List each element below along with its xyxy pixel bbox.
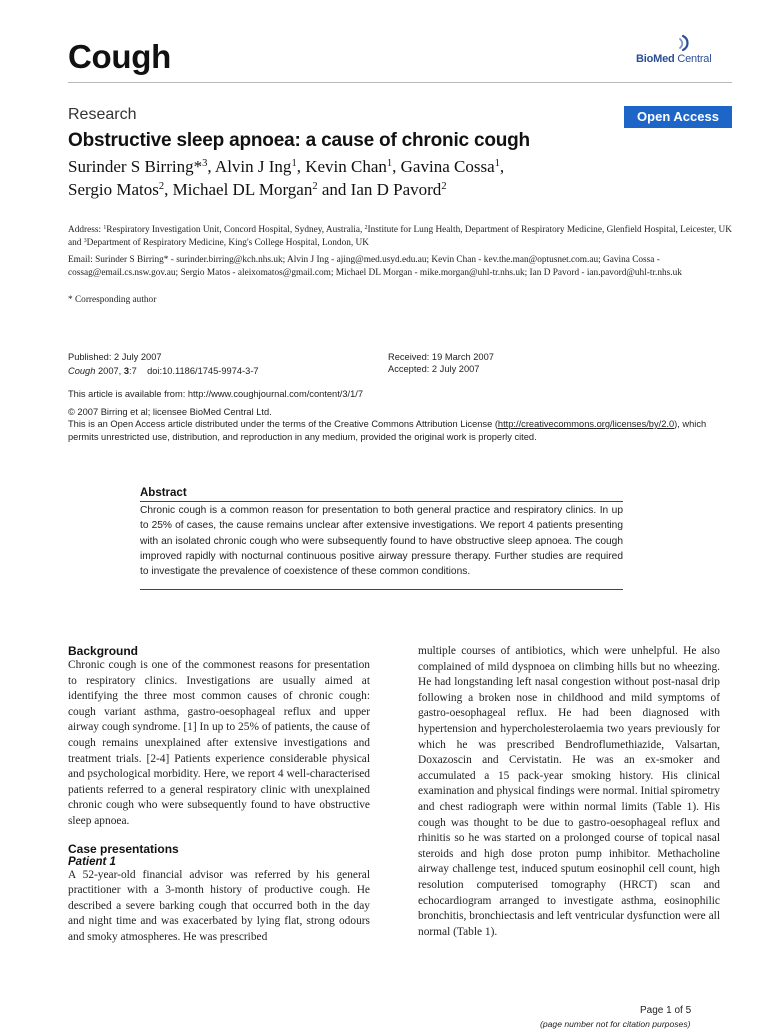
patient-1-paragraph-continued: multiple courses of antibiotics, which were unhelpful. He also complained of mild dyspnoea on climbing hills but no wheezing. He had longstanding left nasal congestion without post-nasal drip following a broken nose in childhood and mild symptoms of gastro-oesophageal reflux. He had been diagnosed with hypertension and hypercholesterolaemia two years previously for which he was prescribed Bendroflumethiazide, Valsartan, Doxazoscin and Cervistatin. He was an ex-smoker and accumulated a 15 pack-year smoking history. His clinical examination and physical findings were normal. Initial spirometry and chest radiograph were within normal limits (Table 1). His cough was thought to be due to gastro-oesophageal reflux and rhinitis so he was started on a prolonged course of topical nasal steroids and high dose proton pump inhibitor. Methacholine airway challenge test, induced sputum eosinophil cell count, high resolution computerised tomography (HRCT) scan and echocardiogram arranged to investigate asthma, eosinophilic bronchitis, bronchiectasis and left ventricular dysfunction were all normal (Table 1). (418, 645, 720, 938)
page-number: Page 1 of 5 (640, 1005, 692, 1016)
patient-1-heading: Patient 1 (68, 855, 116, 868)
open-access-badge: Open Access (624, 106, 732, 128)
abstract-heading: Abstract (140, 487, 187, 499)
background-heading: Background (68, 644, 139, 658)
case-presentations-heading: Case presentations (68, 841, 179, 856)
copyright-line: © 2007 Birring et al; licensee BioMed Central Ltd. (68, 407, 272, 417)
received-date: Received: 19 March 2007 (388, 352, 494, 362)
abstract-top-rule (140, 501, 623, 502)
article-title: Obstructive sleep apnoea: a cause of chronic cough (68, 130, 530, 151)
page-number-note: (page number not for citation purposes) (540, 1019, 691, 1029)
license-statement: This is an Open Access article distributed under the terms of the Creative Commons Attribution License (http://creativecommons.org/licenses/by/2.0), which permits unrestricted use, distribution, and reproduction in any medium, provided the original work is properly cited. (68, 419, 707, 442)
journal-title: Cough (68, 38, 171, 75)
patient-1-paragraph-start: A 52-year-old financial advisor was referred by his general practitioner with a 3-month history of productive cough. He described a severe barking cough that occurred both in the day and night time and was exacerbated by lying flat, strong odours and smoky atmospheres. He was prescribed (68, 868, 370, 943)
biomed-central-wordmark: BioMed Central (636, 53, 712, 65)
abstract-bottom-rule (140, 589, 623, 590)
author-emails: Email: Surinder S Birring* - surinder.birring@kch.nhs.uk; Alvin J Ing - ajing@med.usyd.edu.au; Kevin Chan - kev.the.man@optusnet.com.au; Gavina Cossa - cossag@email.cs.nsw.gov.au; Sergio Matos - aleixomatos@gmail.com; Michael DL Morgan - mike.morgan@uhl-tr.nhs.uk; Ian D Pavord - ian.pavord@uhl-tr.nhs.uk (68, 255, 682, 278)
body-column-left (68, 644, 370, 946)
header-rule (68, 82, 732, 83)
corresponding-author-note: * Corresponding author (68, 295, 157, 305)
author-addresses: Address: $^1$Respiratory Investigation Unit, Concord Hospital, Sydney, Australia, $^2$Institute for Lung Health, Department of Respiratory Medicine, Glenfield Hospital, Leicester, UK and $^3$Department of Respiratory Medicine, King's College Hospital, London, UK (68, 224, 732, 248)
author-list: Surinder S Birring*$^3$, Alvin J Ing$^1$, Kevin Chan$^1$, Gavina Cossa$^1$, Sergio Matos$^2$, Michael DL Morgan$^2$ and Ian D Pavord$^2$ (68, 157, 505, 199)
citation-line: Cough 2007, 3:7 doi:10.1186/1745-9974-3-7 (68, 366, 259, 376)
body-column-right (418, 644, 720, 940)
abstract-text: Chronic cough is a common reason for presentation to both general practice and respiratory clinics. In up to 25% of cases, the cause remains unclear after extensive investigations. We report 4 patients presenting with an isolated chronic cough who were subsequently found to have obstructive sleep apnoea. The cough improved rapidly with nocturnal continuous positive airway pressure therapy. Further studies are required to investigate the prevalence of coexistence of these common conditions. (140, 505, 623, 578)
abstract-box (140, 487, 623, 590)
accepted-date: Accepted: 2 July 2007 (388, 364, 480, 374)
background-paragraph: Chronic cough is one of the commonest reasons for presentation to respiratory clinics. Investigations are usually aimed at identifying the three most common causes of chronic cough: cough variant asthma, gastro-oesophageal reflux and upper airway cough syndrome. [1] In up to 25% of patients, the cause of cough remains unexplained after extensive investigations and treatment trials. [2-4] Patients experience considerable physical and psychological morbidity. Here, we report 4 well-characterised patients referred to a general respiratory clinic with unexplained chronic cough who were subsequently found to have obstructive sleep apnoea. (68, 659, 370, 827)
article-url-line[interactable]: This article is available from: http://www.coughjournal.com/content/3/1/7 (68, 389, 364, 399)
published-date: Published: 2 July 2007 (68, 352, 162, 362)
section-label: Research (68, 106, 137, 123)
